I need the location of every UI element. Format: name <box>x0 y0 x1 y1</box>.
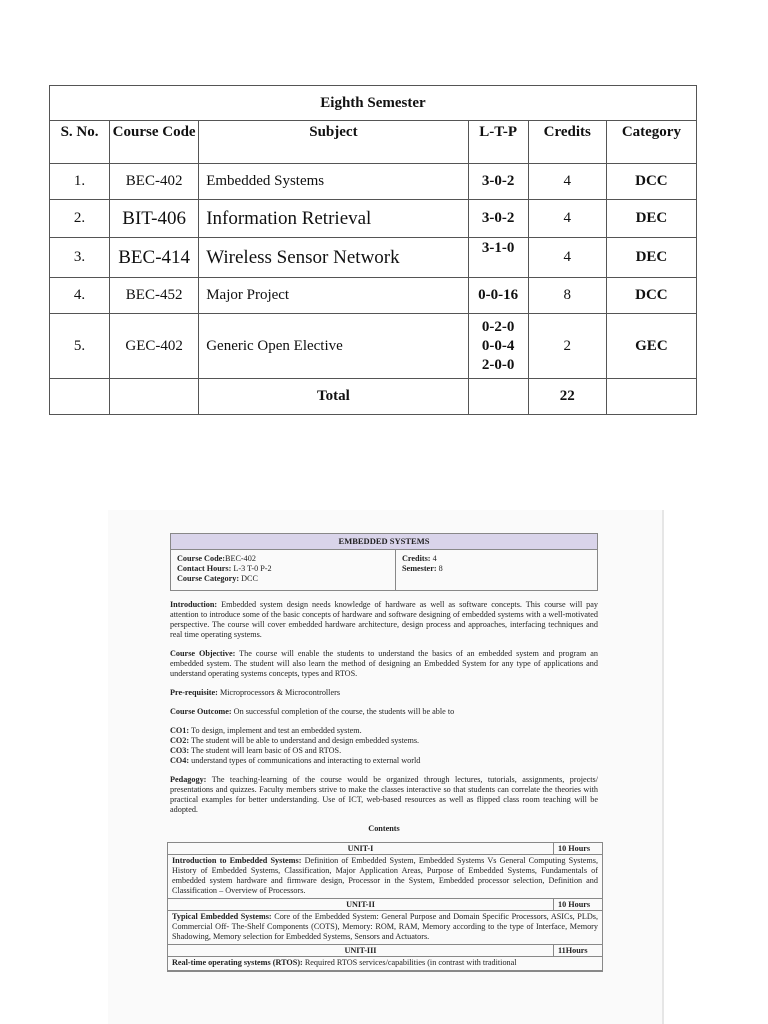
cell-code: BEC-452 <box>110 278 199 314</box>
list-item: CO1: To design, implement and test an embedded system. <box>170 726 362 735</box>
unit-header: UNIT-III 11Hours <box>168 945 602 957</box>
ltp-option: 2-0-0 <box>481 356 515 373</box>
header-credits: Credits <box>528 121 606 164</box>
cell-category: GEC <box>606 314 696 379</box>
cell-code: BIT-406 <box>110 200 199 238</box>
table-row <box>50 278 697 314</box>
cell-subject: Major Project <box>199 278 468 314</box>
cell-code: GEC-402 <box>110 314 199 379</box>
list-item: CO3: The student will learn basic of OS and RTOS. <box>170 746 342 755</box>
cell-sno: 4. <box>50 278 110 314</box>
unit-body: Typical Embedded Systems: Core of the Embedded System: General Purpose and Domain Specific Processors, ASICs, PLDs, Commercial Off- The-Shelf Components (COTS), Memory: ROM, RAM, Memory according to the type of Interface, Memory Shadowing, Memory selection for Embedded Systems, Sensors and Actuators. <box>168 911 602 945</box>
semester-table <box>49 85 697 415</box>
outcome-list <box>170 726 598 766</box>
cell-empty <box>110 379 199 415</box>
header-ltp: L-T-P <box>468 121 528 164</box>
unit-header: UNIT-II 10 Hours <box>168 899 602 911</box>
table-row <box>50 200 697 238</box>
cell-credits: 4 <box>528 200 606 238</box>
prerequisite-paragraph: Pre-requisite: Microprocessors & Microcontrollers <box>170 688 341 697</box>
course-info-left <box>171 550 396 590</box>
cell-subject: Embedded Systems <box>199 164 468 200</box>
total-row <box>50 379 697 415</box>
header-sno: S. No. <box>50 121 110 164</box>
cell-sno: 2. <box>50 200 110 238</box>
course-code-line: Course Code:BEC-402 <box>177 554 256 563</box>
cell-category: DEC <box>606 238 696 278</box>
cell-sno: 3. <box>50 238 110 278</box>
total-credits: 22 <box>528 379 606 415</box>
contact-hours-line: Contact Hours: L-3 T-0 P-2 <box>177 564 272 573</box>
table-title: Eighth Semester <box>50 86 697 121</box>
cell-ltp: 3-1-0 <box>468 238 528 278</box>
table-row <box>50 238 697 278</box>
cell-ltp-multi <box>468 314 528 379</box>
cell-subject: Generic Open Elective <box>199 314 468 379</box>
cell-category: DCC <box>606 164 696 200</box>
cell-sno: 5. <box>50 314 110 379</box>
cell-code: BEC-414 <box>110 238 199 278</box>
ltp-option: 0-0-4 <box>481 337 515 354</box>
cell-category: DEC <box>606 200 696 238</box>
list-item: CO2: The student will be able to understand and design embedded systems. <box>170 736 420 745</box>
cell-empty <box>468 379 528 415</box>
syllabus-content <box>170 533 598 972</box>
unit-body: Real-time operating systems (RTOS): Required RTOS services/capabilities (in contrast with traditional <box>168 957 602 971</box>
semester-line: Semester: 8 <box>402 564 443 573</box>
units-table <box>167 842 603 972</box>
course-title: EMBEDDED SYSTEMS <box>170 533 598 550</box>
cell-category: DCC <box>606 278 696 314</box>
pedagogy-paragraph: Pedagogy: The teaching-learning of the course would be organized through lectures, tutorials, assignments, projects/ presentations and quizzes. Faculty members strive to make the classes interactive so that students can correlate the theories with practical examples for better understanding. Use of ICT, web-based resources as well as flipped class room teaching will be adopted. <box>170 775 598 814</box>
cell-code: BEC-402 <box>110 164 199 200</box>
unit-body: Introduction to Embedded Systems: Definition of Embedded System, Embedded Systems Vs General Computing Systems, History of Embedded Systems, Classification, Major Application Areas, Purpose of Embedded Systems, Fundamentals of embedded system hardware and firmware design, Processor in the System, Embedded processor selection, Definition and Classification – Overview of Processors. <box>168 855 602 899</box>
table-row <box>50 314 697 379</box>
cell-subject: Wireless Sensor Network <box>199 238 468 278</box>
cell-credits: 8 <box>528 278 606 314</box>
ltp-option: 0-2-0 <box>481 318 515 335</box>
syllabus-scan <box>108 510 664 1024</box>
cell-credits: 2 <box>528 314 606 379</box>
cell-empty <box>50 379 110 415</box>
cell-subject: Information Retrieval <box>199 200 468 238</box>
unit-header: UNIT-I 10 Hours <box>168 843 602 855</box>
cell-empty <box>606 379 696 415</box>
contents-heading: Contents <box>368 824 400 833</box>
outcome-paragraph: Course Outcome: On successful completion of the course, the students will be able to <box>170 707 455 716</box>
header-subject: Subject <box>199 121 468 164</box>
introduction-paragraph: Introduction: Embedded system design needs knowledge of hardware as well as software concepts. This course will pay attention to introduce some of the basic concepts of hardware and software designing of embedded systems with a well-motivated perspective. The course will cover embedded hardware architecture, design process and approaches, interfacing techniques and real time operating systems. <box>170 600 598 639</box>
course-info-box <box>170 550 598 591</box>
table-row <box>50 164 697 200</box>
cell-ltp: 3-0-2 <box>468 200 528 238</box>
header-course-code: Course Code <box>110 121 199 164</box>
course-info-right <box>396 550 597 590</box>
total-label: Total <box>199 379 468 415</box>
objective-paragraph: Course Objective: The course will enable the students to understand the basics of an embedded system and program an embedded system. The student will also learn the method of designing an Embedded System for any type of applications and understand operating systems concepts, types and RTOS. <box>170 649 598 678</box>
cell-ltp: 0-0-16 <box>468 278 528 314</box>
cell-credits: 4 <box>528 164 606 200</box>
course-category-line: Course Category: DCC <box>177 574 258 583</box>
header-category: Category <box>606 121 696 164</box>
cell-credits: 4 <box>528 238 606 278</box>
page-edge <box>662 510 664 1024</box>
cell-sno: 1. <box>50 164 110 200</box>
cell-ltp: 3-0-2 <box>468 164 528 200</box>
list-item: CO4: understand types of communications and interacting to external world <box>170 756 421 765</box>
credits-line: Credits: 4 <box>402 554 437 563</box>
